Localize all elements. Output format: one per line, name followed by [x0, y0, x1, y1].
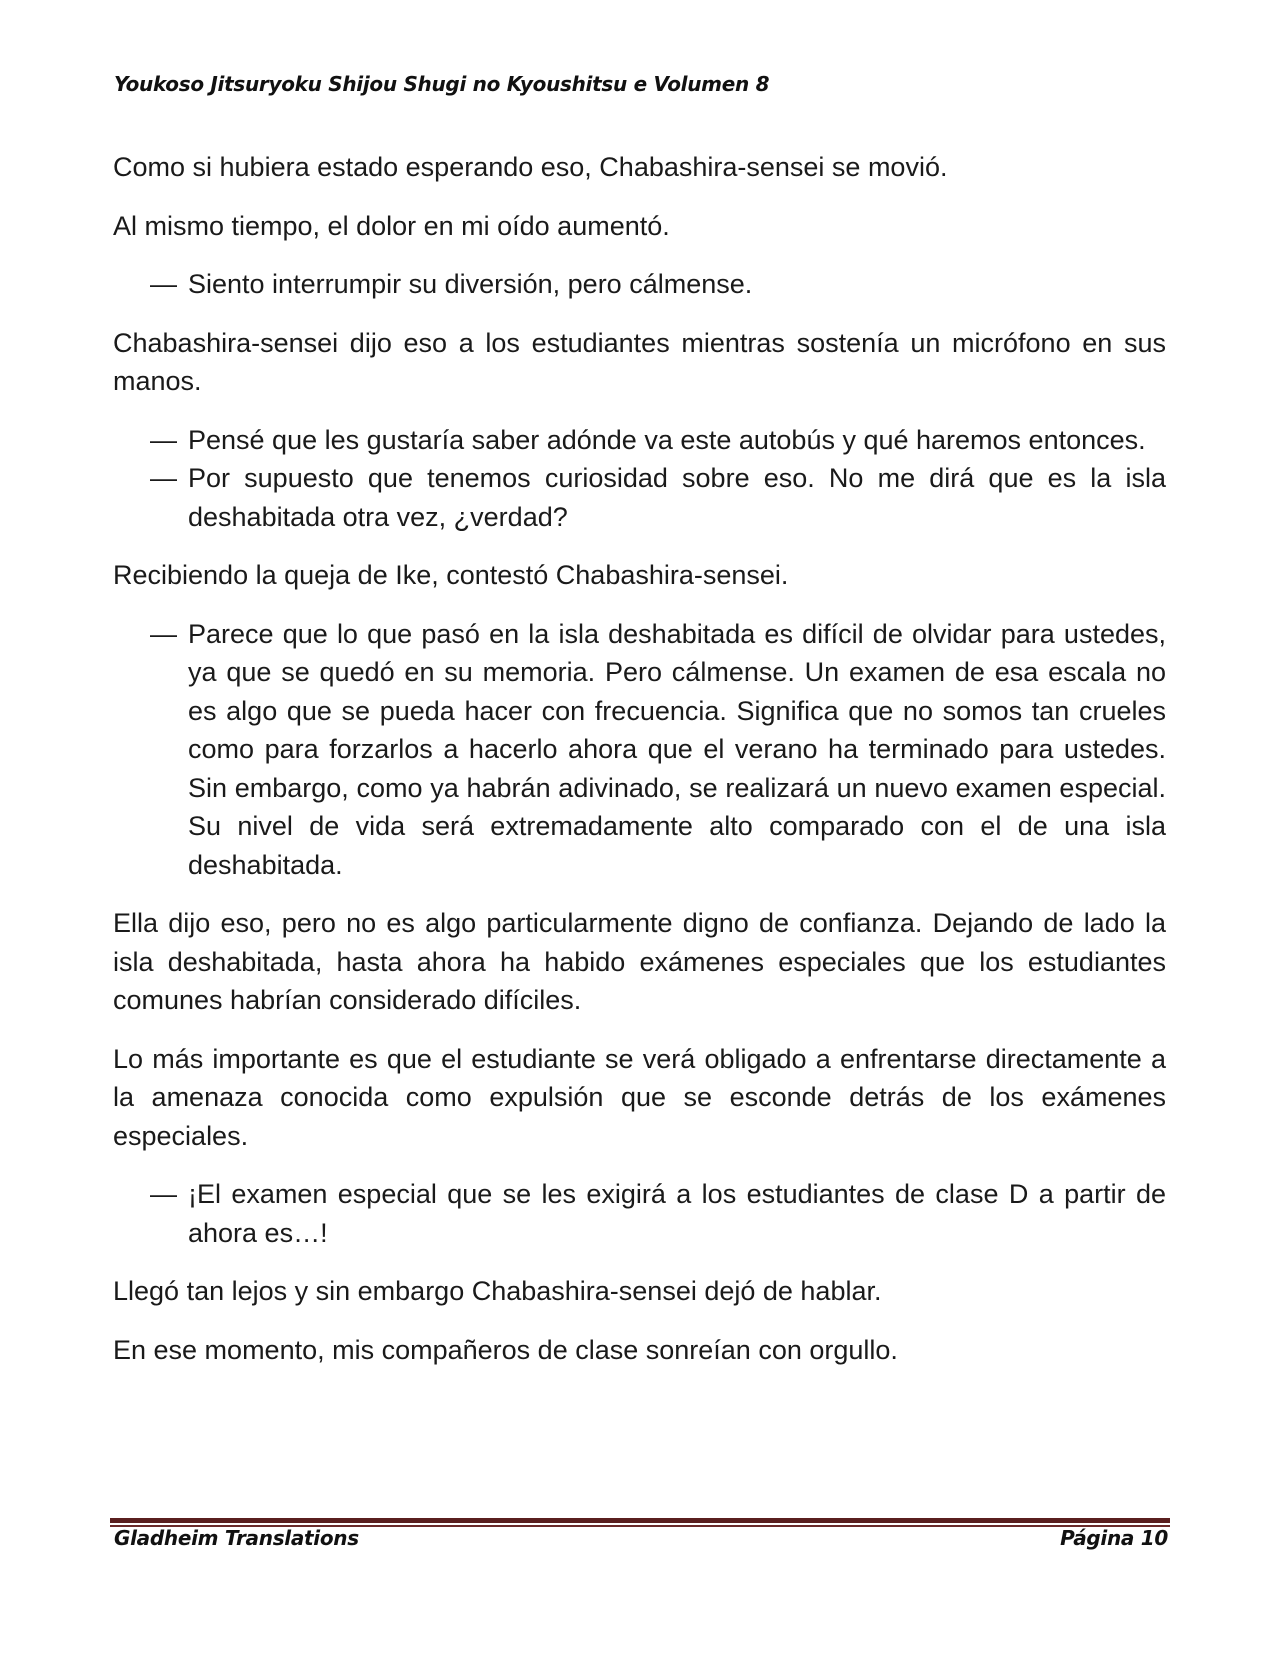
footer-divider-thick: [110, 1518, 1170, 1523]
dialogue-text: Por supuesto que tenemos curiosidad sobre eso. No me dirá que es la isla deshabitada otra vez, ¿verdad?: [188, 463, 1166, 532]
dialogue-line: [113, 421, 1166, 460]
paragraph: En ese momento, mis compañeros de clase sonreían con orgullo.: [113, 1334, 898, 1365]
dialogue-line: [113, 459, 1166, 536]
dialogue-line: [113, 265, 1166, 304]
dialogue-block: [113, 1175, 1166, 1252]
page-number: Página 10: [1060, 1526, 1168, 1550]
dialogue-dash: —: [150, 618, 177, 649]
dialogue-dash: —: [150, 463, 177, 493]
dialogue-text: Parece que lo que pasó en la isla deshabitada es difícil de olvidar para ustedes, ya que se quedó en su memoria. Pero cálmense. Un examen de esa escala no es algo que se pueda hacer con frecuencia. Significa que no somos tan crueles como para forzarlos a hacerlo ahora que el verano ha terminado para ustedes. Sin embargo, como ya habrán adivinado, se realizará un nuevo examen especial. Su nivel de vida será extremadamente alto comparado con el de una isla deshabitada.: [188, 618, 1166, 880]
dialogue-block: [113, 421, 1166, 537]
dialogue-text: Pensé que les gustaría saber adónde va este autobús y qué haremos entonces.: [188, 424, 1146, 455]
running-header: Youkoso Jitsuryoku Shijou Shugi no Kyoushitsu e Volumen 8: [114, 72, 770, 96]
paragraph: Recibiendo la queja de Ike, contestó Chabashira-sensei.: [113, 560, 789, 590]
paragraph: Llegó tan lejos y sin embargo Chabashira-sensei dejó de hablar.: [113, 1276, 882, 1306]
dialogue-dash: —: [150, 424, 177, 455]
dialogue-text: Siento interrumpir su diversión, pero cálmense.: [188, 269, 753, 299]
dialogue-block: [113, 265, 1166, 304]
footer-credit: Gladheim Translations: [114, 1526, 359, 1550]
paragraph: Chabashira-sensei dijo eso a los estudiantes mientras sostenía un micrófono en sus manos.: [113, 327, 1166, 396]
dialogue-line: [113, 615, 1166, 885]
dialogue-dash: —: [150, 1179, 177, 1209]
dialogue-block: [113, 615, 1166, 885]
paragraph: Lo más importante es que el estudiante se verá obligado a enfrentarse directamente a la amenaza conocida como expulsión que se esconde detrás de los exámenes especiales.: [113, 1043, 1166, 1151]
page-body: [113, 148, 1166, 1389]
paragraph: Como si hubiera estado esperando eso, Chabashira-sensei se movió.: [113, 152, 948, 182]
dialogue-text: ¡El examen especial que se les exigirá a los estudiantes de clase D a partir de ahora es…!: [188, 1179, 1166, 1248]
paragraph: Al mismo tiempo, el dolor en mi oído aumentó.: [113, 210, 670, 241]
dialogue-dash: —: [150, 269, 177, 299]
paragraph: Ella dijo eso, pero no es algo particularmente digno de confianza. Dejando de lado la isla deshabitada, hasta ahora ha habido exámenes especiales que los estudiantes comunes habrían considerado difíciles.: [113, 908, 1166, 1015]
dialogue-line: [113, 1175, 1166, 1252]
